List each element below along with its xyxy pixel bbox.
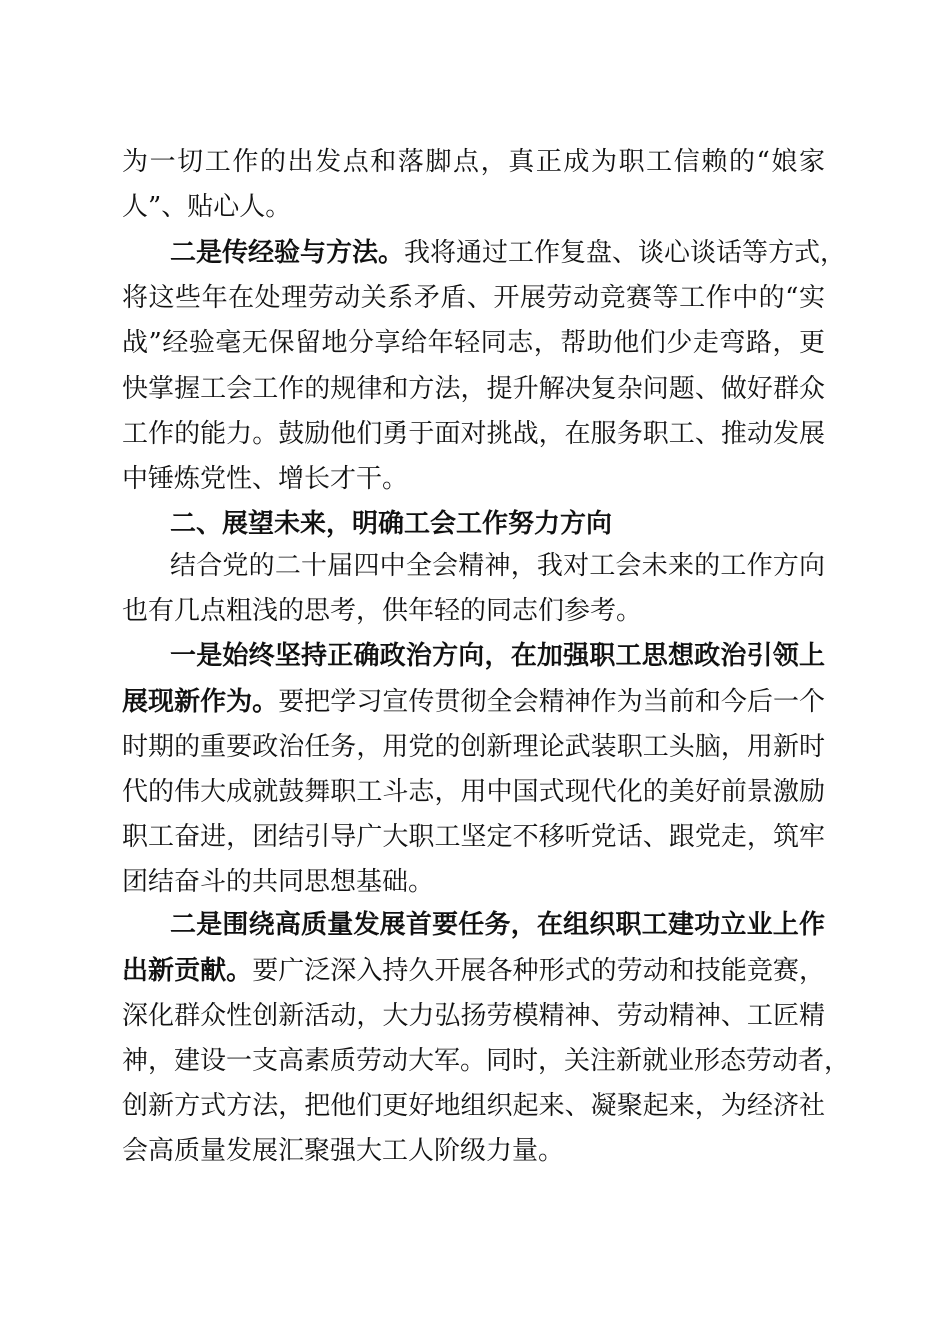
body-text: 我将通过工作复盘、谈心谈话等方式， bbox=[404, 238, 847, 268]
section-heading bbox=[170, 506, 825, 542]
body-text: 代的伟大成就鼓舞职工斗志，用中国式现代化的美好前景激励 bbox=[122, 777, 825, 807]
text-line bbox=[170, 235, 847, 271]
body-text: 深化群众性创新活动，大力弘扬劳模精神、劳动精神、工匠精 bbox=[122, 1001, 825, 1031]
bold-lead-text: 二是传经验与方法。 bbox=[170, 238, 405, 268]
body-text: 要广泛深入持久开展各种形式的劳动和技能竞赛， bbox=[252, 956, 825, 986]
text-line bbox=[170, 907, 825, 943]
text-line bbox=[170, 638, 825, 674]
text-line bbox=[122, 864, 825, 900]
text-line bbox=[122, 819, 825, 855]
text-line bbox=[122, 144, 825, 180]
body-text: 中锤炼党性、增长才干。 bbox=[122, 464, 409, 494]
body-text: 时期的重要政治任务，用党的创新理论武装职工头脑，用新时 bbox=[122, 732, 825, 762]
text-line bbox=[122, 371, 825, 407]
text-line bbox=[122, 729, 825, 765]
body-text: 团结奋斗的共同思想基础。 bbox=[122, 867, 435, 897]
text-line bbox=[122, 953, 825, 989]
text-line bbox=[122, 1088, 825, 1124]
text-line bbox=[170, 548, 825, 584]
text-line bbox=[122, 774, 825, 810]
body-text: 神，建设一支高素质劳动大军。同时，关注新就业形态劳动者， bbox=[122, 1046, 851, 1076]
text-line bbox=[122, 461, 825, 497]
body-text: 战”经验毫无保留地分享给年轻同志，帮助他们少走弯路，更 bbox=[122, 328, 825, 358]
text-line bbox=[122, 416, 825, 452]
bold-lead-text: 展现新作为。 bbox=[122, 687, 279, 717]
text-line bbox=[122, 684, 825, 720]
text-line bbox=[122, 280, 825, 316]
bold-lead-text: 二是围绕高质量发展首要任务，在组织职工建功立业上作 bbox=[170, 910, 825, 940]
text-line bbox=[122, 998, 825, 1034]
body-text: 结合党的二十届四中全会精神，我对工会未来的工作方向 bbox=[170, 551, 825, 581]
bold-lead-text: 出新贡献。 bbox=[122, 956, 253, 986]
body-text: 职工奋进，团结引导广大职工坚定不移听党话、跟党走，筑牢 bbox=[122, 822, 825, 852]
body-text: 创新方式方法，把他们更好地组织起来、凝聚起来，为经济社 bbox=[122, 1091, 825, 1121]
body-text: 也有几点粗浅的思考，供年轻的同志们参考。 bbox=[122, 596, 643, 626]
body-text: 会高质量发展汇聚强大工人阶级力量。 bbox=[122, 1136, 565, 1166]
body-text: 快掌握工会工作的规律和方法，提升解决复杂问题、做好群众 bbox=[122, 374, 825, 404]
body-text: 为一切工作的出发点和落脚点，真正成为职工信赖的“娘家 bbox=[122, 147, 825, 177]
body-text: 工作的能力。鼓励他们勇于面对挑战，在服务职工、推动发展 bbox=[122, 419, 825, 449]
body-text: 将这些年在处理劳动关系矛盾、开展劳动竞赛等工作中的“实 bbox=[122, 283, 825, 313]
text-line bbox=[122, 1043, 851, 1079]
text-line bbox=[122, 1133, 825, 1169]
text-line bbox=[122, 325, 825, 361]
body-text: 人”、贴心人。 bbox=[122, 192, 292, 222]
body-text: 要把学习宣传贯彻全会精神作为当前和今后一个 bbox=[278, 687, 825, 717]
bold-lead-text: 一是始终坚持正确政治方向，在加强职工思想政治引领上 bbox=[170, 641, 825, 671]
text-line bbox=[122, 593, 825, 629]
body-text: 二、展望未来，明确工会工作努力方向 bbox=[170, 509, 613, 539]
text-line bbox=[122, 189, 825, 225]
